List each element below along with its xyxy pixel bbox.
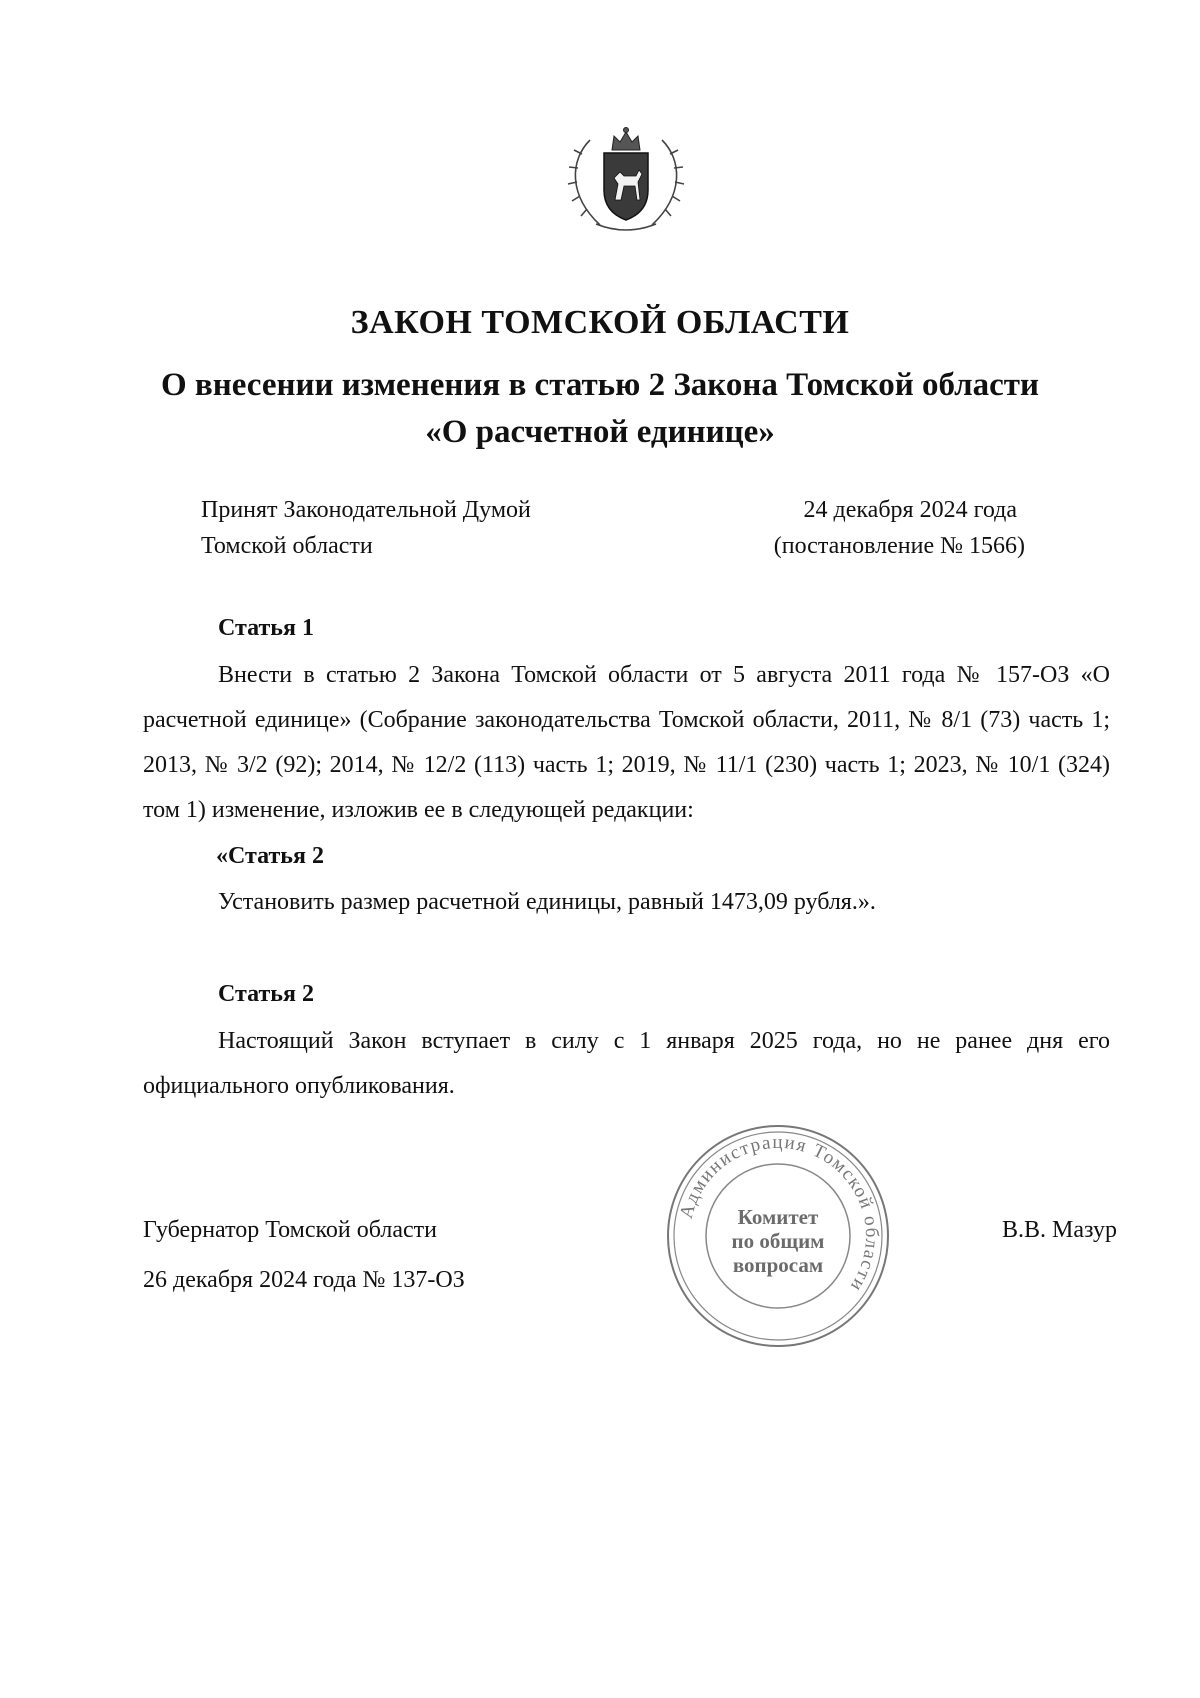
article2-text: Настоящий Закон вступает в силу с 1 января 2025 года, но не ранее дня его официального опубликования. bbox=[143, 1028, 1110, 1099]
article2-heading: Статья 2 bbox=[218, 981, 314, 1007]
adoption-body-line2: Томской области bbox=[201, 533, 373, 559]
law-subtitle-line2: «О расчетной единице» bbox=[425, 414, 775, 450]
adoption-date-block bbox=[774, 492, 1025, 564]
adoption-resolution: (постановление № 1566) bbox=[773, 533, 1025, 559]
adoption-body-line1: Принят Законодательной Думой bbox=[201, 497, 531, 523]
law-subtitle-line1: О внесении изменения в статью 2 Закона Томской области bbox=[160, 367, 1040, 403]
adoption-date: 24 декабря 2024 года bbox=[803, 497, 1017, 523]
signer-name: В.В. Мазур bbox=[1002, 1217, 1117, 1243]
article1-quoted-text: Установить размер расчетной единицы, равный 1473,09 рубля.». bbox=[218, 889, 876, 915]
article1-quoted-heading: «Статья 2 bbox=[216, 843, 324, 869]
law-date-number: 26 декабря 2024 года № 137-ОЗ bbox=[143, 1267, 465, 1293]
stamp-center-line3: вопросам bbox=[732, 1253, 824, 1277]
article1-text: Внести в статью 2 Закона Томской области от 5 августа 2011 года № 157-ОЗ «О расчетной единице» (Собрание законодательства Томской области, 2011, № 8/1 (73) часть 1; 2013, № 3/2 (92); 2014, № 12/2 (113) часть 1; 2019, № 11/1 (230) часть 1; 2023, № 10/1 (324) том 1) изменение, изложив ее в следующей редакции: bbox=[143, 662, 1110, 823]
signature-block bbox=[143, 1205, 465, 1305]
article1-heading: Статья 1 bbox=[218, 615, 314, 641]
coat-of-arms-icon bbox=[560, 120, 692, 238]
official-stamp bbox=[662, 1120, 894, 1352]
signer-position: Губернатор Томской области bbox=[143, 1217, 437, 1243]
stamp-center-line1: Комитет bbox=[737, 1205, 819, 1229]
stamp-center-line2: по общим bbox=[731, 1229, 825, 1253]
law-title: ЗАКОН ТОМСКОЙ ОБЛАСТИ bbox=[350, 304, 850, 341]
stamp-ring-text: Администрация Томской области bbox=[675, 1131, 883, 1296]
adoption-body bbox=[201, 492, 531, 564]
